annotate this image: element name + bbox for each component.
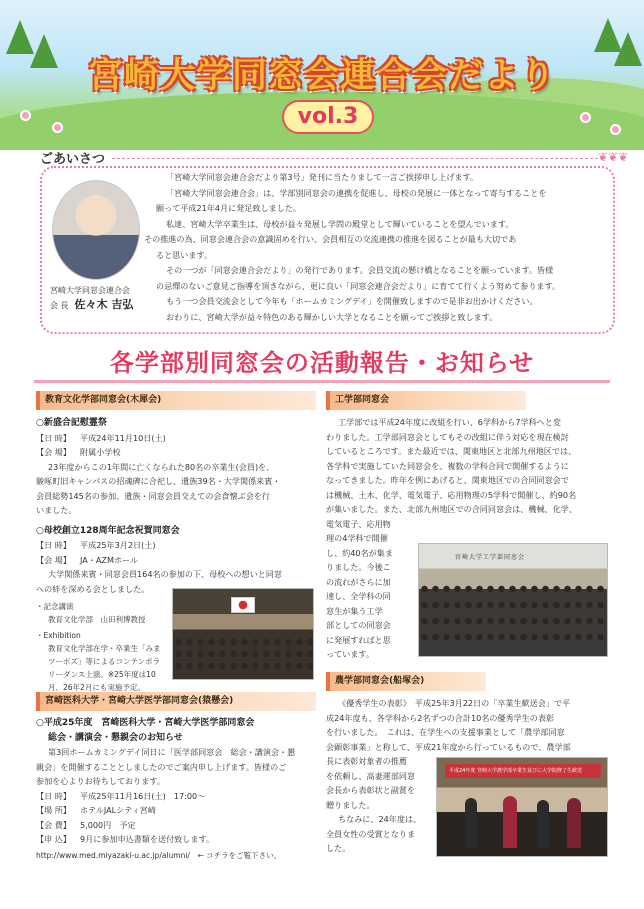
agriculture-line: 長に表彰対象者の推薦 [326,756,407,766]
section-underline [34,380,610,383]
engineering-line: なってきました。昨年を例にあげると、関東地区での合同同窓会で [326,475,569,485]
engineering-line: わりました。工学部同窓会としてもその改組に伴う対応を現在検討 [326,431,569,442]
engineering-line: 理の4学科で開催 [326,533,388,543]
education-item2-place [36,553,316,568]
agriculture-line: 成24年度も、各学科から2名ずつの合計10名の優秀学生の表彰 [326,712,555,723]
engineering-narrow [326,517,414,662]
medical-subtitle: 総会・講演会・懇親会のお知らせ [48,732,183,743]
engineering-line: 速し、全学科の同 [326,591,391,601]
row-key: 【場 所】 [36,805,71,815]
president-affiliation: 宮崎大学同窓会連合会 [50,286,130,295]
education-item1-body: いました。 [36,505,77,515]
greeting-line: 「宮崎大学同窓会連合会」は、学部別同窓会の連携を促進し、母校の発展に一体となって寄与することを [166,187,547,198]
exhibition-label: ・Exhibition [36,631,81,640]
group-row [419,616,607,626]
greeting-line: その推進の為、同窓会連合会の意識固めを行い、会員相互の交流連携の推進を図ることが最も大切であ [144,234,517,244]
medical-body: 第3回ホームカミングデイ同日に「医学部同窓会 総会・講演会・懇 [48,747,296,757]
audience [173,649,313,659]
row-key: 【日 時】 [36,540,71,550]
agriculture-line: 全員女性の受賞となりま [326,828,416,839]
row-value: 9月に参加申込書類を送付致します。 [80,834,215,844]
education-item2-date [36,538,316,553]
student-figure [537,800,549,848]
exhibition-line: リーダンス上演。※25年度は10 [48,670,156,679]
audience [173,661,313,671]
agriculture-band: 農学部同窓会(船塚会) [326,672,486,691]
education-item1-place [36,445,316,460]
lecture-label: ・記念講演 [36,602,74,611]
greeting-line: 私達、宮崎大学卒業生は、母校が益々発展し学問の殿堂として輝いていることを望んでいます。 [166,218,514,229]
medical-row-place [36,803,316,818]
audience [173,637,313,647]
exhibition-line: 月、26年2月にも実施予定。 [48,683,145,692]
greeting-line: もう一つ会員交流会として今年も「ホームカミングデイ」を開催致しますので是非お出かけください。 [166,296,538,306]
education-event-photo [172,588,314,680]
agriculture-line: 贈りました。 [326,799,375,810]
greeting-body [144,170,608,325]
row-value: 平成25年11月16日(土) 17:00〜 [80,790,206,801]
engineering-line: 電気電子、応用物 [326,518,391,529]
group-row [419,632,607,642]
volume-badge: vol.3 [282,100,374,134]
education-item1-title: ○新盛合記慰霊祭 [36,418,107,428]
education-band: 教育文化学部同窓会(木犀会) [36,391,316,410]
section-title: 各学部別同窓会の活動報告・お知らせ [109,349,535,377]
greeting-line: の忌憚のないご意見ご指導を頂きながら、更に良い「同窓会連合会だより」に育てて行くよう努めて参ります。 [156,280,561,291]
engineering-line: 部としての同窓会 [326,620,391,630]
agriculture-photo-banner: 平成24年度 宮崎大学農学部卒業生並びに大学院修了生歓送 [449,768,582,774]
medical-row-date [36,789,316,804]
engineering-line: 工学部では平成24年度に改組を行い、6学科から7学科へと変 [338,417,561,427]
row-value: 平成24年11月10日(土) [80,432,166,443]
medical-link-line [36,849,316,864]
education-item2-title: ○母校創立128周年記念祝賀同窓会 [36,525,180,536]
engineering-line: に発展すればと思 [326,634,391,645]
engineering-line: が集いました。また、北部九州地区での合同同窓会は、機械、化学、 [326,504,577,514]
education-notes [36,600,172,694]
agriculture-award-photo [436,757,608,857]
greeting-rule [112,158,598,159]
flower-icon [52,122,63,133]
ornament-icon: ❦❦❦ [598,150,629,164]
row-key: 【日 時】 [36,790,71,801]
agriculture-narrow [326,754,430,856]
row-key: 【申 込】 [36,834,71,844]
row-value: 附属小学校 [80,447,121,457]
medical-band: 宮崎医科大学・宮崎大学医学部同窓会(猿懸会) [36,692,316,711]
engineering-band: 工学部同窓会 [326,391,526,410]
student-figure [503,796,517,848]
education-item2-body: 大学関係来賓・同窓会員164名の参加の下、母校への想いと同窓 [48,569,282,579]
medical-body: 親会」を開催することとしましたのでご案内申し上げます。皆様のご [36,761,287,772]
president-photo [52,180,140,280]
row-key: 【会 場】 [36,447,71,457]
agriculture-line: を依頼し、高妻運部同窓 [326,770,416,781]
engineering-line: っています。 [326,649,374,659]
greeting-line: その一つが「同窓会連合会だより」の発行であります。会員交流の懸け橋となることを願っています。皆様 [166,265,554,275]
agriculture-line: を行いました。 これは、在学生への支援事業として「農学部同窓 [326,727,565,737]
education-item1-body: 駿啄町旧キャンパスの招魂碑に合祀し、遺族39名・大学関係来賓・ [36,476,281,486]
agriculture-line: ちなみに、24年度は、 [338,814,422,824]
group-row [419,584,607,594]
row-key: 【会 費】 [36,819,71,830]
engineering-line: しているところです。また最近では、関東地区と北部九州地区では、 [326,446,577,456]
medical-url-note: ← コチラをご覧下さい。 [197,850,282,860]
medical-section [36,692,316,863]
student-figure [567,798,581,848]
engineering-line: 窓生が集う工学 [326,605,383,616]
greeting-heading: ごあいさつ [40,152,106,167]
engineering-line: の流れがさらに加 [326,576,391,587]
president-role: 会 長 [50,301,69,310]
agriculture-line: した。 [326,843,351,853]
president-name [50,296,160,312]
engineering-line: りました。今後こ [326,562,391,572]
group-row [419,600,607,610]
lecture-detail: 教育文化学部 山田利博教授 [48,615,146,624]
education-item1-date [36,431,316,446]
engineering-line: 各学科で実施していた同窓会を、複数の学科合同で開催するように [326,460,569,471]
medical-body: 参加を心よりお待ちしております。 [36,776,165,786]
flag-icon [231,597,255,613]
medical-title: ○平成25年度 宮崎医科大学・宮崎大学医学部同窓会 [36,718,255,728]
medical-row-apply [36,832,316,847]
flower-icon [610,124,621,135]
education-item1-body: 会員総勢145名の参加、遺族・同窓会員交えての会食懐ぶ会を行 [36,490,270,501]
engineering-line: は機械、土木、化学、電気電子、応用物理の5学科で開催し、約90名 [326,489,577,500]
exhibition-line: 教育文化学部在学・卒業生「みま [48,644,161,653]
engineering-group-photo [418,543,608,657]
engineering-line: し、約40名が集ま [326,547,393,558]
education-item2-body: への絆を深める会としました。 [36,583,150,594]
row-key: 【会 場】 [36,554,71,565]
agriculture-line: 会長から表彰状と副賞を [326,785,416,795]
row-value: JA・AZMホール [80,554,139,565]
education-item1-body: 23年度からこの1年間に亡くなられた80名の卒業生(会員)を、 [48,461,275,472]
medical-url-link[interactable]: http://www.med.miyazaki-u.ac.jp/alumni/ [36,850,190,860]
medical-row-fee [36,818,316,833]
exhibition-line: ツーボズ」等によるコンテンポラ [48,657,161,666]
row-value: ホテルJALシティ宮崎 [80,805,156,815]
row-key: 【日 時】 [36,432,71,443]
greeting-line: 願って平成21年4月に発足致しました。 [156,203,301,213]
greeting-line: おわりに、宮崎大学が益々特色のある輝かしい大学となることを願ってご挨拶と致します。 [166,311,498,322]
row-value: 5,000円 予定 [80,819,136,830]
presenter-figure [465,798,477,848]
newsletter-title: 宮崎大学同窓会連合会だより [87,56,556,96]
agriculture-line: 会顕彰事業」と称して、平成21年度から行っているもので、農学部 [326,741,571,752]
greeting-line: ると思います。 [156,249,213,260]
masthead [0,0,644,150]
greeting-line: 「宮崎大学同窓会連合会だより第3号」発刊に当たりまして一言ご挨拶申し上げます。 [166,172,479,182]
agriculture-line: 《優秀学生の表彰》 平成25年3月22日の「卒業生歓送会」で平 [338,698,571,708]
flower-icon [20,110,31,121]
row-value: 平成25年3月2日(土) [80,540,156,550]
flower-icon [580,112,591,123]
engineering-photo-banner: 宮崎大学工学部同窓会 [455,554,526,561]
president-name-text: 佐々木 吉弘 [74,298,134,311]
